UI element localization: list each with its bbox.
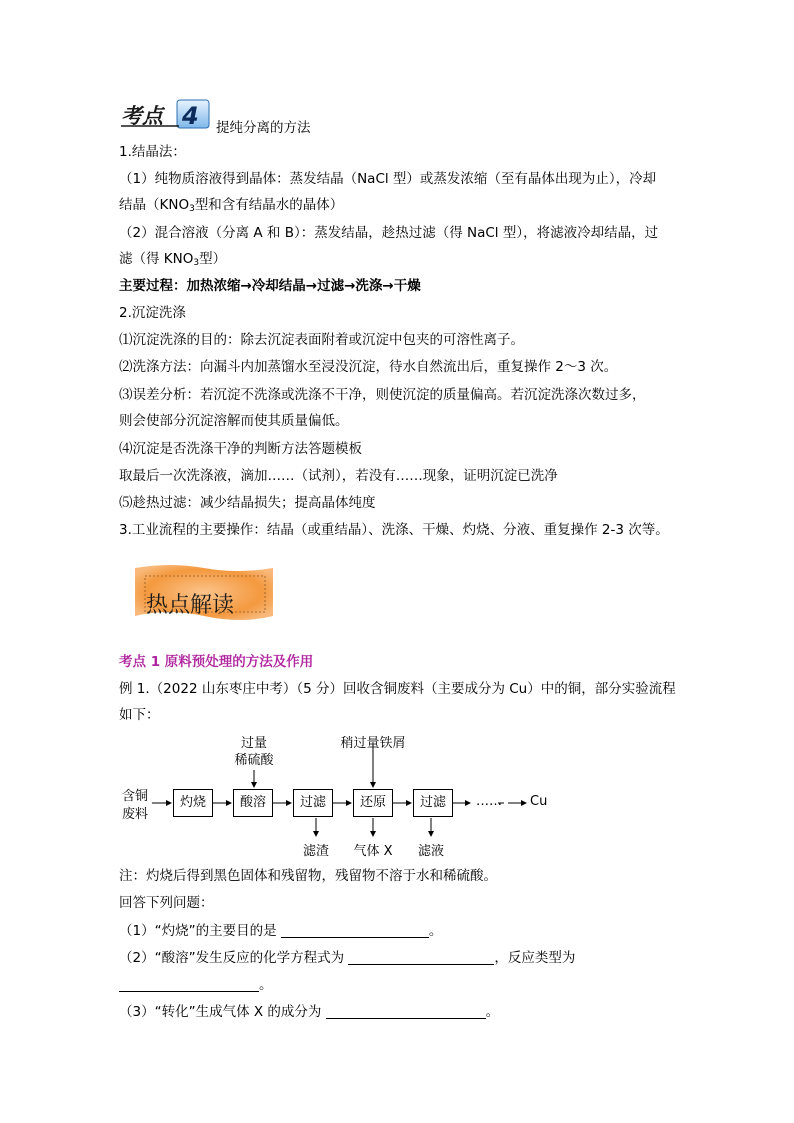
section-title: 提纯分离的方法 (216, 120, 311, 136)
svg-text:4: 4 (182, 102, 199, 129)
reagent-2: 稍过量铁屑 (340, 736, 406, 751)
flow-ellipsis: …… (476, 794, 502, 809)
answer-prompt: 回答下列问题： (119, 895, 214, 911)
crystallization-line-2: 结晶（$KNO_3$型和含有结晶水的晶体） (119, 197, 344, 214)
washing-heading: 2.沉淀洗涤 (119, 305, 186, 321)
industrial-operations: 3.工业流程的主要操作：结晶（或重结晶）、洗涤、干燥、灼烧、分液、重复操作 2-3 次等。 (119, 522, 669, 538)
output-residue: 滤渣 (302, 844, 329, 859)
washing-point-2: ⑵洗涤方法：向漏斗内加蒸馏水至浸没沉淀，待水自然流出后，重复操作 2～3 次。 (119, 359, 618, 375)
question-1: （1）“灼烧”的主要目的是 。 (119, 923, 443, 939)
flow-box-filter-1: 过滤 (293, 789, 333, 817)
washing-point-1: ⑴沉淀洗涤的目的：除去沉淀表面附着或沉淀中包夹的可溶性离子。 (119, 332, 524, 348)
output-filtrate: 滤液 (417, 844, 444, 859)
hot-topic-text: 热点解读 (146, 593, 235, 618)
output-gas-x: 气体 X (353, 844, 393, 859)
question-2-cont: 。 (119, 976, 273, 994)
washing-point-3b: 则会使部分沉淀溶解而使其质量偏低。 (119, 413, 349, 429)
answer-blank-3[interactable] (326, 1004, 486, 1019)
question-2: （2）“酸溶”发生反应的化学方程式为 ，反应类型为 (119, 950, 576, 966)
input-label-top: 含铜 (121, 789, 148, 804)
answer-blank-2a[interactable] (348, 950, 494, 965)
product-label: Cu (530, 794, 548, 809)
question-3: （3）“转化”生成气体 X 的成分为 。 (119, 1004, 500, 1020)
kaodian-logo (119, 99, 211, 129)
flow-box-roast: 灼烧 (173, 789, 213, 817)
crystallization-line-4: 滤（得 $KNO_3$型） (119, 251, 227, 268)
reagent-1-bottom: 稀硫酸 (234, 753, 274, 768)
process-flow-diagram (118, 732, 568, 862)
answer-blank-2b[interactable] (119, 977, 259, 992)
note-line: 注：灼烧后得到黑色固体和残留物，残留物不溶于水和稀硫酸。 (119, 868, 497, 884)
flow-box-filter-2: 过滤 (413, 789, 453, 817)
crystallization-line-3: （2）混合溶液（分离 A 和 B）：蒸发结晶，趁热过滤（得 NaCl 型），将滤液冷却结晶，过 (119, 225, 659, 241)
washing-point-5: ⑸趁热过滤：减少结晶损失；提高晶体纯度 (119, 495, 376, 511)
flow-box-reduce: 还原 (353, 789, 393, 817)
svg-text:考点: 考点 (121, 104, 163, 128)
washing-point-4: ⑷沉淀是否洗涤干净的判断方法答题模板 (119, 441, 362, 457)
crystallization-line-1: （1）纯物质溶液得到晶体：蒸发结晶（NaCl 型）或蒸发浓缩（至有晶体出现为止），冷却 (119, 171, 657, 187)
answer-blank-1[interactable] (281, 923, 429, 938)
washing-point-4b: 取最后一次洗涤液，滴加……（试剂），若没有……现象，证明沉淀已洗净 (119, 468, 558, 484)
kaodian-1-title: 考点 1 原料预处理的方法及作用 (119, 654, 314, 670)
input-label-bottom: 废料 (121, 807, 148, 822)
example-1-line-b: 如下： (119, 707, 160, 723)
example-1-line-a: 例 1.（2022 山东枣庄中考）（5 分）回收含铜废料（主要成分为 Cu）中的铜，部分实验流程 (119, 681, 676, 697)
flow-box-acid-dissolve: 酸溶 (233, 789, 273, 817)
reagent-1-top: 过量 (240, 736, 267, 751)
main-process: 主要过程：加热浓缩→冷却结晶→过滤→洗涤→干燥 (119, 278, 421, 294)
washing-point-3a: ⑶误差分析：若沉淀不洗涤或洗涤不干净，则使沉淀的质量偏高。若沉淀洗涤次数过多， (119, 387, 646, 403)
crystallization-heading: 1.结晶法： (119, 144, 186, 160)
